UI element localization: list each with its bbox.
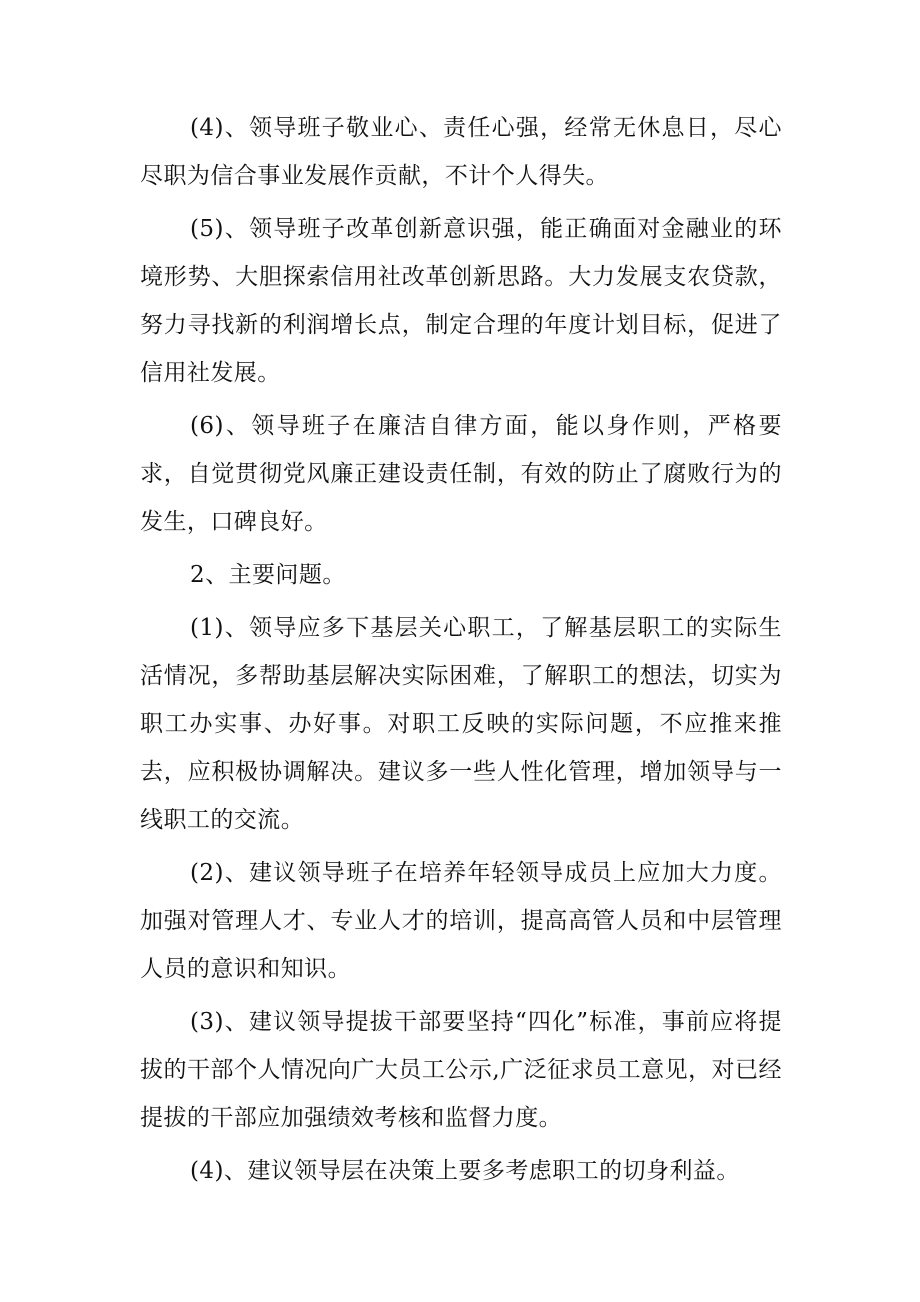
paragraph-leadership-dedication: (4)、领导班子敬业心、责任心强，经常无休息日，尽心尽职为信合事业发展作贡献，不计个人得失。	[140, 115, 782, 189]
paragraph-train-young-leaders: (2)、建议领导班子在培养年轻领导成员上应加大力度。加强对管理人才、专业人才的培训，提高高管人员和中层管理人员的意识和知识。	[140, 860, 782, 982]
document-body	[140, 104, 782, 1200]
paragraph-integrity: (6)、领导班子在廉洁自律方面，能以身作则，严格要求，自觉贯彻党风廉正建设责任制，有效的防止了腐败行为的发生，口碑良好。	[140, 413, 782, 535]
paragraph-employee-interests: (4)、建议领导层在决策上要多考虑职工的切身利益。	[190, 1158, 740, 1184]
paragraph-promotion-standards: (3)、建议领导提拔干部要坚持“四化”标准，事前应将提拔的干部个人情况向广大员工公示,广泛征求员工意见，对已经提拔的干部应加强绩效考核和监督力度。	[140, 1009, 782, 1131]
paragraph-reform-innovation: (5)、领导班子改革创新意识强，能正确面对金融业的环境形势、大胆探索信用社改革创新思路。大力发展支农贷款，努力寻找新的利润增长点，制定合理的年度计划目标，促进了信用社发展。	[140, 216, 782, 386]
paragraph-visit-grassroots: (1)、领导应多下基层关心职工，了解基层职工的实际生活情况，多帮助基层解决实际困难，了解职工的想法，切实为职工办实事、办好事。对职工反映的实际问题，不应推来推去，应积极协调解决。建议多一些人性化管理，增加领导与一线职工的交流。	[140, 615, 782, 833]
section-heading-main-problems: 2、主要问题。	[190, 562, 346, 588]
